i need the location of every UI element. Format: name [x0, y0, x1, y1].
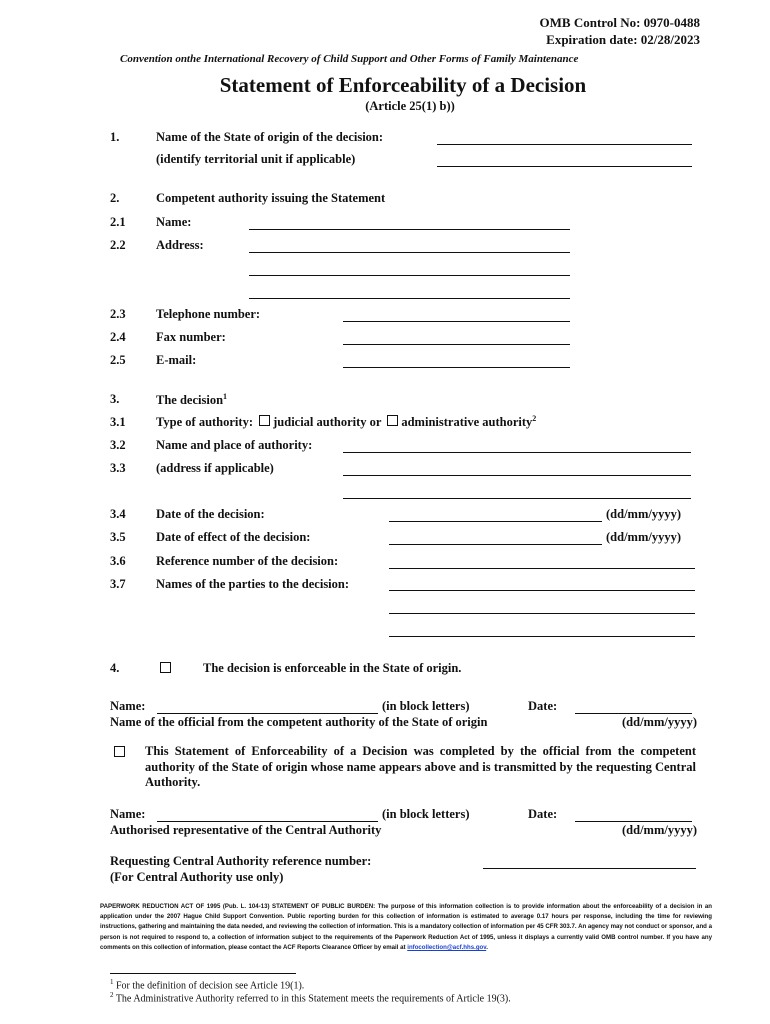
authority-place-field[interactable] [343, 452, 691, 453]
fax-label: Fax number: [156, 330, 226, 344]
official-name-field[interactable] [157, 713, 378, 714]
official-date-label: Date: [528, 699, 558, 713]
footnote-ref-1: 1 [223, 392, 228, 401]
administrative-authority-checkbox[interactable] [387, 415, 398, 426]
footnote-1: $^1$ For the definition of decision see Article 19(1). [110, 978, 305, 992]
authority-address-field-1[interactable] [249, 252, 570, 253]
item-2-2-number: 2.2 [110, 238, 126, 252]
omb-control-number: OMB Control No: 0970-0488 [539, 15, 700, 30]
enforceable-checkbox[interactable] [160, 662, 171, 673]
item-2-4-number: 2.4 [110, 330, 126, 344]
parties-names-field-3[interactable] [389, 636, 695, 637]
representative-name-label: Name: [110, 807, 146, 821]
page-title: Statement of Enforceability of a Decision [219, 73, 587, 97]
info-collection-email-link[interactable]: infocollection@acf.hhs.gov [407, 943, 487, 951]
expiration-date: Expiration date: 02/28/2023 [546, 32, 700, 47]
authority-address-field-2[interactable] [249, 275, 570, 276]
authority-address-applicable-label: (address if applicable) [156, 461, 274, 475]
state-of-origin-label: Name of the State of origin of the decision: [156, 130, 384, 144]
section-3-number: 3. [110, 392, 120, 406]
item-3-3-number: 3.3 [110, 461, 126, 475]
item-2-1-number: 2.1 [110, 215, 126, 229]
central-authority-reference-field[interactable] [483, 868, 696, 869]
official-date-field[interactable] [575, 713, 692, 714]
email-field[interactable] [343, 367, 570, 368]
telephone-label: Telephone number: [156, 307, 261, 321]
authority-place-address-field-1[interactable] [343, 475, 691, 476]
footnote-separator [110, 973, 296, 974]
administrative-authority-label: administrative authority [401, 415, 533, 430]
representative-caption: Authorised representative of the Central Authority [110, 823, 382, 837]
representative-block-letters: (in block letters) [382, 807, 470, 821]
authority-type-label: Type of authority: [156, 415, 253, 430]
territorial-unit-field[interactable] [437, 166, 692, 167]
authority-place-address-field-2[interactable] [343, 498, 691, 499]
reference-number-label: Reference number of the decision: [156, 554, 339, 568]
official-block-letters: (in block letters) [382, 699, 470, 713]
paperwork-reduction-notice: PAPERWORK REDUCTION ACT OF 1995 (Pub. L. 104-13) STATEMENT OF PUBLIC BURDEN: The purpose of this information collection is to provide information about the enforceability of a decision in an application under the 2007 Hague Child Support Convention. Public reporting burden for this collection of information is estimated to average 0.17 hours per response, including the time for reviewing instructions, gathering and maintaining the data needed, and reviewing the collection of information. This is a mandatory collection of information per 45 CFR 303.7. An agency may not conduct or sponsor, and a person is not required to respond to, a collection of information subject to the requirements of the Paperwork Reduction Act of 1995, unless it displays a currently valid OMB control number. If you have any comments on this collection of information, please contact the ACF Reports Clearance Officer by email at infocollection@acf.hhs.gov. [100, 903, 712, 951]
parties-names-field-1[interactable] [389, 590, 695, 591]
item-3-2-number: 3.2 [110, 438, 126, 452]
representative-name-field[interactable] [157, 821, 378, 822]
central-authority-use-only: (For Central Authority use only) [110, 870, 284, 884]
official-caption: Name of the official from the competent authority of the State of origin [110, 715, 488, 729]
parties-names-field-2[interactable] [389, 613, 695, 614]
item-3-1-number: 3.1 [110, 415, 126, 429]
authority-address-field-3[interactable] [249, 298, 570, 299]
decision-date-field[interactable] [389, 521, 602, 522]
effect-date-format: (dd/mm/yyyy) [606, 530, 681, 544]
effect-date-field[interactable] [389, 544, 602, 545]
central-authority-reference-label: Requesting Central Authority reference number: [110, 854, 372, 868]
item-3-5-number: 3.5 [110, 530, 126, 544]
official-name-label: Name: [110, 699, 146, 713]
email-label: E-mail: [156, 353, 197, 367]
enforceable-label: The decision is enforceable in the State of origin. [203, 661, 462, 675]
item-3-7-number: 3.7 [110, 577, 126, 591]
item-3-4-number: 3.4 [110, 507, 126, 521]
telephone-field[interactable] [343, 321, 570, 322]
decision-date-format: (dd/mm/yyyy) [606, 507, 681, 521]
item-2-5-number: 2.5 [110, 353, 126, 367]
state-of-origin-field[interactable] [437, 144, 692, 145]
judicial-authority-checkbox[interactable] [259, 415, 270, 426]
section-4-number: 4. [110, 661, 120, 675]
section-2-number: 2. [110, 191, 120, 205]
territorial-unit-label: (identify territorial unit if applicable) [156, 152, 356, 166]
footnote-ref-2: 2 [532, 414, 537, 423]
representative-date-field[interactable] [575, 821, 692, 822]
decision-date-label: Date of the decision: [156, 507, 265, 521]
convention-title: Convention onthe International Recovery of Child Support and Other Forms of Family Maintenance [120, 53, 579, 65]
page-subtitle: (Article 25(1) b)) [365, 99, 455, 113]
fax-field[interactable] [343, 344, 570, 345]
item-3-6-number: 3.6 [110, 554, 126, 568]
authority-name-field[interactable] [249, 229, 570, 230]
footnote-2: $^2$ The Administrative Authority referred to in this Statement meets the requirements of Article 19(3). [110, 991, 511, 1005]
authority-name-label: Name: [156, 215, 192, 229]
authority-place-label: Name and place of authority: [156, 438, 313, 452]
representative-date-label: Date: [528, 807, 558, 821]
authority-address-label: Address: [156, 238, 204, 252]
official-date-format: (dd/mm/yyyy) [622, 715, 697, 729]
reference-number-field[interactable] [389, 568, 695, 569]
transmission-statement: This Statement of Enforceability of a Decision was completed by the official from the competent authority of the State of origin whose name appears above and is transmitted by the requesting Central Authority. [145, 744, 696, 789]
transmitted-checkbox[interactable] [114, 746, 125, 757]
section-1-number: 1. [110, 130, 120, 144]
representative-date-format: (dd/mm/yyyy) [622, 823, 697, 837]
competent-authority-label: Competent authority issuing the Statement [156, 191, 386, 205]
item-2-3-number: 2.3 [110, 307, 126, 321]
authority-type-row [156, 414, 536, 430]
judicial-authority-label: judicial authority or [273, 415, 382, 430]
parties-names-label: Names of the parties to the decision: [156, 577, 350, 591]
decision-heading: The decision$^1$ [156, 392, 228, 408]
effect-date-label: Date of effect of the decision: [156, 530, 311, 544]
